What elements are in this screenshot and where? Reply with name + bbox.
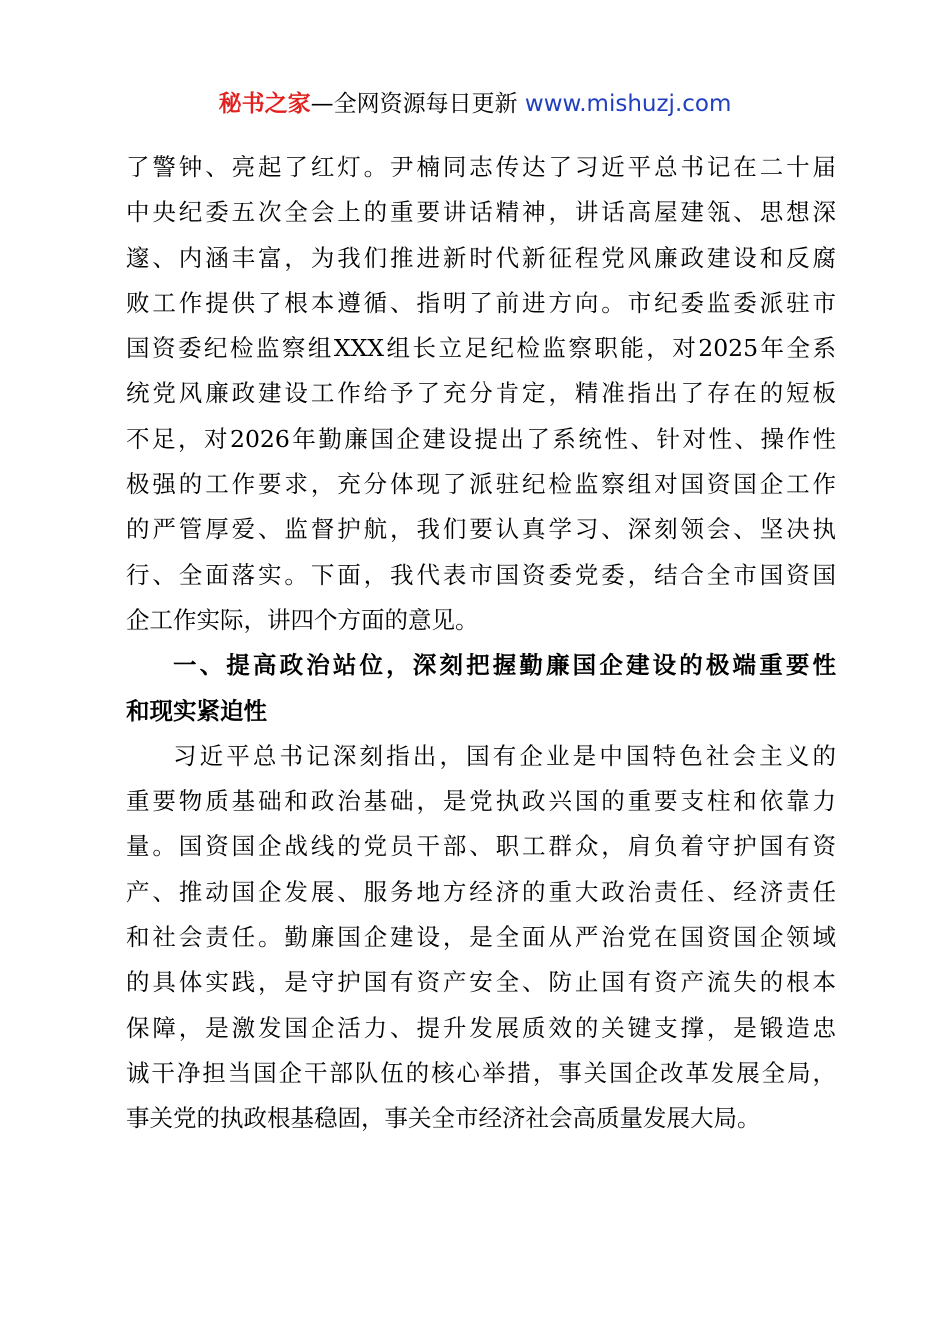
text-line: 邃、内涵丰富，为我们推进新时代新征程党风廉政建设和反腐 [126, 243, 836, 272]
text-line: 中央纪委五次全会上的重要讲话精神，讲话高屋建瓴、思想深 [126, 198, 836, 227]
brand-name: 秘书之家 [218, 91, 311, 117]
text-line: 国资委纪检监察组XXX组长立足纪检监察职能，对2025年全系 [126, 334, 836, 363]
header-tagline: —全网资源每日更新 [310, 91, 525, 117]
heading-line: 和现实紧迫性 [126, 696, 267, 725]
text-line: 和社会责任。勤廉国企建设，是全面从严治党在国资国企领域 [126, 923, 836, 952]
text-line: 了警钟、亮起了红灯。尹楠同志传达了习近平总书记在二十届 [126, 153, 836, 181]
text-line: 习近平总书记深刻指出，国有企业是中国特色社会主义的 [173, 741, 836, 770]
text-line: 统党风廉政建设工作给予了充分肯定，精准指出了存在的短板 [126, 379, 836, 408]
text-line: 事关党的执政根基稳固，事关全市经济社会高质量发展大局。 [126, 1104, 761, 1133]
page-header [0, 88, 950, 120]
document-body [126, 145, 836, 1142]
text-line: 不足，对2026年勤廉国企建设提出了系统性、针对性、操作性 [126, 424, 836, 453]
text-line: 的具体实践，是守护国有资产安全、防止国有资产流失的根本 [126, 968, 836, 997]
section-heading [126, 643, 836, 734]
text-line: 量。国资国企战线的党员干部、职工群众，肩负着守护国有资 [126, 832, 836, 861]
body-paragraph [126, 734, 836, 1142]
text-line: 行、全面落实。下面，我代表市国资委党委，结合全市国资国 [126, 560, 836, 589]
text-line: 保障，是激发国企活力、提升发展质效的关键支撑，是锻造忠 [126, 1013, 836, 1042]
text-line: 诚干净担当国企干部队伍的核心举措，事关国企改革发展全局， [126, 1058, 836, 1087]
text-line: 极强的工作要求，充分体现了派驻纪检监察组对国资国企工作 [126, 470, 836, 499]
heading-line: 一、提高政治站位，深刻把握勤廉国企建设的极端重要性 [173, 651, 836, 680]
text-line: 败工作提供了根本遵循、指明了前进方向。市纪委监委派驻市 [126, 288, 836, 317]
text-line: 的严管厚爱、监督护航，我们要认真学习、深刻领会、坚决执 [126, 515, 836, 544]
paragraph-continuation [126, 145, 836, 643]
text-line: 重要物质基础和政治基础，是党执政兴国的重要支柱和依靠力 [126, 787, 836, 816]
text-line: 企工作实际，讲四个方面的意见。 [126, 605, 479, 634]
text-line: 产、推动国企发展、服务地方经济的重大政治责任、经济责任 [126, 877, 836, 906]
header-url-link[interactable]: www.mishuzj.com [524, 91, 732, 117]
